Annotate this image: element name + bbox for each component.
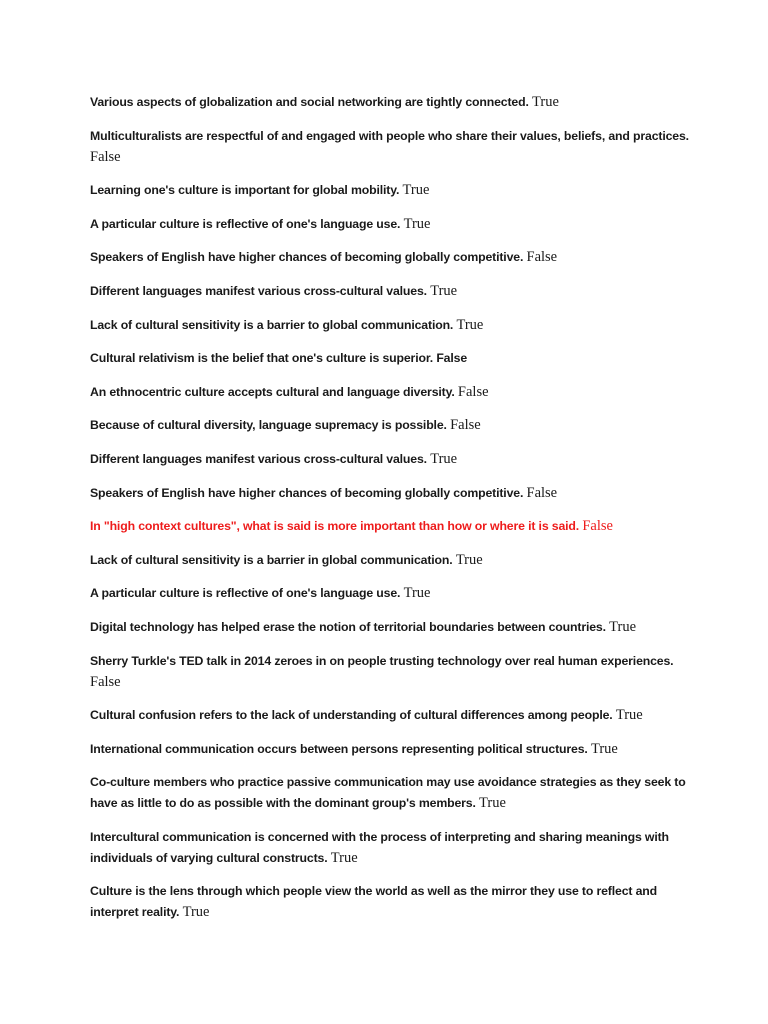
statement-text: Lack of cultural sensitivity is a barrier in global communication. [90,552,453,567]
statement-item [90,449,690,470]
answer-text: False [526,484,558,501]
statement-text: Culture is the lens through which people view the world as well as the mirror they use to reflect and interpret reality. [90,884,658,920]
statement-text: Multiculturalists are respectful of and engaged with people who share their values, beliefs, and practices. [90,128,689,143]
statement-text: Lack of cultural sensitivity is a barrier to global communication. [90,317,454,332]
statement-item [90,180,690,201]
answer-text: True [330,849,358,866]
statement-text: Sherry Turkle's TED talk in 2014 zeroes in on people trusting technology over real human experiences. [90,653,674,668]
statement-text: Intercultural communication is concerned with the process of interpreting and sharing meanings with individuals of varying cultural constructs. [90,829,669,865]
answer-text: True [532,94,559,110]
answer-text: False [582,518,613,535]
statement-text: Cultural confusion refers to the lack of understanding of cultural differences among people. [90,708,613,723]
statement-item [90,415,690,436]
statement-text: Co-culture members who practice passive communication may use avoidance strategies as they seek to have as little to do as possible with the dominant group's members. [90,775,686,811]
statement-text: Because of cultural diversity, language supremacy is possible. [90,418,447,433]
statement-item [90,281,690,302]
statement-item [90,583,690,604]
statement-text: Speakers of English have higher chances of becoming globally competitive. [90,485,524,500]
statement-item [90,617,690,638]
statement-item [90,348,690,369]
answer-text: True [455,551,483,568]
statement-item [90,315,690,336]
statement-text: Learning one's culture is important for global mobility. [90,183,400,198]
highlighted-statement-item [90,516,690,537]
answer-text: True [403,215,431,232]
statement-item [90,772,690,814]
statement-item [90,705,690,726]
answer-text: True [430,282,458,299]
statement-item [90,739,690,760]
statement-text: Different languages manifest various cross-cultural values. [90,451,427,466]
answer-text: True [456,316,484,333]
statement-item [90,247,690,268]
statement-item [90,827,690,869]
answer-text: False [526,249,558,266]
statement-text: A particular culture is reflective of one's language use. [90,216,401,231]
statement-item [90,382,690,403]
statement-item [90,92,690,113]
answer-text: False [457,383,489,400]
answer-text: True [182,904,210,921]
statement-text: Various aspects of globalization and social networking are tightly connected. [90,95,529,109]
answer-text: True [430,450,458,467]
statement-item [90,214,690,235]
statement-text: Cultural relativism is the belief that one's culture is superior. False [90,351,468,366]
statement-item [90,881,690,923]
statement-item [90,126,690,168]
statement-item [90,483,690,504]
statement-text: Different languages manifest various cross-cultural values. [90,283,427,298]
statement-text: An ethnocentric culture accepts cultural and language diversity. [90,384,455,399]
answer-text: True [403,585,431,602]
statement-text: A particular culture is reflective of one's language use. [90,586,401,601]
answer-text: True [479,795,506,812]
statement-text: In "high context cultures", what is said is more important than how or where it is said. [90,519,580,534]
answer-text: False [90,148,121,165]
statement-text: Digital technology has helped erase the notion of territorial boundaries between countries. [90,619,606,634]
answer-text: False [450,417,481,434]
answer-text: True [402,182,430,199]
statement-text: International communication occurs between persons representing political structures. [90,741,588,756]
answer-text: False [90,673,121,690]
statement-list [90,92,690,936]
answer-text: True [590,740,618,757]
statement-item [90,550,690,571]
answer-text: True [609,618,637,635]
statement-item [90,651,690,693]
statement-text: Speakers of English have higher chances of becoming globally competitive. [90,250,524,265]
answer-text: True [615,707,643,724]
